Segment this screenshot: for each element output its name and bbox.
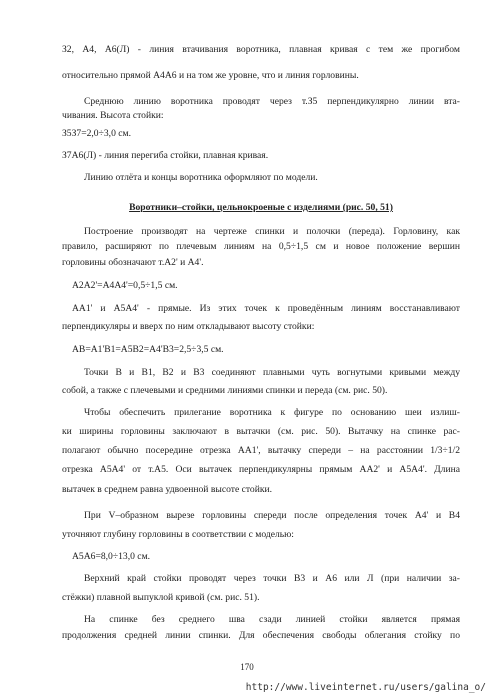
text-line: З7А6(Л) - линия перегиба стойки, плавная кривая. xyxy=(62,150,269,161)
text-line: А5А6=8,0÷13,0 см. xyxy=(72,551,151,562)
page-number: 170 xyxy=(240,662,254,672)
text-line: Построение производят на чертеже спинки и полочки (переда). Горловину, как xyxy=(84,226,460,237)
text-line: АВ=А1'В1=А5В2=А4'В3=2,5÷3,5 см. xyxy=(72,344,224,355)
text-line: горловины обозначают т.А2' и А4'. xyxy=(62,257,204,268)
footer-url-link[interactable]: http://www.liveinternet.ru/users/galina_o/ xyxy=(245,682,486,693)
text-line: Точки В и В1, В2 и В3 соединяют плавными чуть вогнутыми кривыми между xyxy=(84,367,460,378)
text-line: собой, а также с плечевыми и средними линиями спинки и переда (см. рис. 50). xyxy=(62,385,388,396)
text-line: З5З7=2,0÷3,0 см. xyxy=(62,128,131,139)
text-line: уточняют глубину горловины в соответствии с моделью: xyxy=(62,529,294,540)
text-line: продолжения средней линии спинки. Для обеспечения свободы облегания стойку по xyxy=(62,630,460,641)
text-line: ки ширины горловины заключают в вытачки (см. рис. 50). Вытачку на спинке рас- xyxy=(62,426,460,437)
text-line: чивания. Высота стойки: xyxy=(62,110,164,121)
text-line: Среднюю линию воротника проводят через т.З5 перпендикулярно линии вта- xyxy=(84,96,460,107)
text-line: Чтобы обеспечить прилегание воротника к фигуре по основанию шеи излиш- xyxy=(84,407,460,418)
text-line: относительно прямой А4А6 и на том же уровне, что и линия горловины. xyxy=(62,70,359,81)
text-line: Верхний край стойки проводят через точки В3 и А6 или Л (при наличии за- xyxy=(84,573,460,584)
text-line: перпендикуляры и вверх по ним откладывают высоту стойки: xyxy=(62,321,315,332)
text-line: З2, А4, А6(Л) - линия втачивания воротника, плавная кривая с тем же прогибом xyxy=(62,44,460,55)
text-line: А2А2'=А4А4'=0,5÷1,5 см. xyxy=(72,280,178,291)
text-line: При V–образном вырезе горловины спереди после определения точек А4' и В4 xyxy=(84,510,460,521)
text-line: правило, расширяют по плечевым линиям на 0,5÷1,5 см и новое положение вершин xyxy=(62,241,460,252)
text-line: АА1' и А5А4' - прямые. Из этих точек к проведённым линиям восстанавливают xyxy=(72,303,460,314)
text-line: вытачек в среднем равна удвоенной высоте стойки. xyxy=(62,484,273,495)
text-line: полагают обычно посередине отрезка АА1', вытачку спереди – на расстоянии 1/3÷1/2 xyxy=(62,445,460,456)
section-heading: Воротники–стойки, цельнокроеные с изделиями (рис. 50, 51) xyxy=(129,202,393,213)
text-line: отрезка А5А4' от т.А5. Оси вытачек перпендикулярны прямым АА2' и А5А4'. Длина xyxy=(62,464,460,475)
text-line: Линию отлёта и концы воротника оформляют по модели. xyxy=(84,172,318,183)
text-line: стёжки) плавной выпуклой кривой (см. рис. 51). xyxy=(62,592,260,603)
text-line: На спинке без среднего шва сзади линией стойки является прямая xyxy=(84,614,460,625)
